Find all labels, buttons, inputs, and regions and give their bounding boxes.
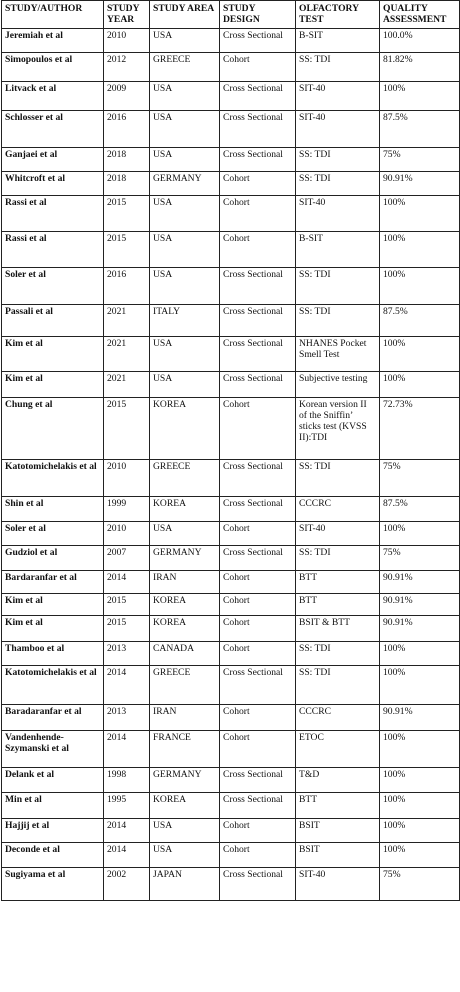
cell-author: Gudziol et al <box>2 546 104 571</box>
table-row <box>2 819 460 843</box>
cell-year: 2010 <box>104 522 150 546</box>
cell-design: Cohort <box>220 522 296 546</box>
cell-quality: 100% <box>380 337 460 372</box>
cell-olfactory-test: SIT-40 <box>296 82 380 111</box>
cell-author: Kim et al <box>2 337 104 372</box>
cell-quality: 100% <box>380 196 460 232</box>
cell-area: KOREA <box>150 616 220 642</box>
cell-design: Cross Sectional <box>220 546 296 571</box>
cell-quality: 90.91% <box>380 616 460 642</box>
cell-olfactory-test: BSIT <box>296 819 380 843</box>
table-row <box>2 232 460 268</box>
cell-quality: 100% <box>380 268 460 305</box>
cell-design: Cohort <box>220 642 296 666</box>
cell-area: USA <box>150 29 220 53</box>
table-row <box>2 522 460 546</box>
cell-area: IRAN <box>150 705 220 731</box>
table-row <box>2 268 460 305</box>
cell-author: Bardaranfar et al <box>2 571 104 594</box>
header-quality-assessment: QUALITY ASSESSMENT <box>380 1 460 29</box>
cell-olfactory-test: SS: TDI <box>296 460 380 497</box>
cell-olfactory-test: SIT-40 <box>296 868 380 901</box>
cell-year: 2018 <box>104 148 150 172</box>
table-row <box>2 111 460 148</box>
cell-quality: 100% <box>380 793 460 819</box>
header-row <box>2 1 460 29</box>
cell-quality: 90.91% <box>380 705 460 731</box>
cell-quality: 81.82% <box>380 53 460 82</box>
cell-author: Deconde et al <box>2 843 104 868</box>
cell-olfactory-test: SS: TDI <box>296 53 380 82</box>
cell-author: Jeremiah et al <box>2 29 104 53</box>
cell-area: USA <box>150 111 220 148</box>
cell-area: JAPAN <box>150 868 220 901</box>
cell-year: 2007 <box>104 546 150 571</box>
cell-year: 2016 <box>104 268 150 305</box>
cell-quality: 75% <box>380 546 460 571</box>
cell-author: Whitcroft et al <box>2 172 104 196</box>
table-row <box>2 868 460 901</box>
cell-quality: 87.5% <box>380 305 460 337</box>
cell-author: Vandenhende-Szymanski et al <box>2 731 104 768</box>
cell-year: 2015 <box>104 196 150 232</box>
cell-design: Cross Sectional <box>220 372 296 398</box>
cell-author: Kim et al <box>2 594 104 616</box>
cell-quality: 87.5% <box>380 111 460 148</box>
cell-author: Rassi et al <box>2 196 104 232</box>
cell-year: 2015 <box>104 616 150 642</box>
cell-design: Cross Sectional <box>220 29 296 53</box>
table-row <box>2 148 460 172</box>
cell-quality: 100% <box>380 731 460 768</box>
cell-design: Cross Sectional <box>220 148 296 172</box>
cell-author: Passali et al <box>2 305 104 337</box>
table-row <box>2 29 460 53</box>
cell-author: Simopoulos et al <box>2 53 104 82</box>
cell-olfactory-test: SS: TDI <box>296 305 380 337</box>
cell-year: 1998 <box>104 768 150 793</box>
cell-design: Cross Sectional <box>220 460 296 497</box>
cell-area: USA <box>150 337 220 372</box>
cell-quality: 100% <box>380 522 460 546</box>
cell-olfactory-test: SS: TDI <box>296 148 380 172</box>
cell-area: USA <box>150 268 220 305</box>
cell-year: 2021 <box>104 337 150 372</box>
table-row <box>2 398 460 460</box>
cell-olfactory-test: SS: TDI <box>296 642 380 666</box>
cell-area: GERMANY <box>150 768 220 793</box>
cell-design: Cohort <box>220 819 296 843</box>
cell-quality: 100% <box>380 666 460 705</box>
cell-quality: 100% <box>380 843 460 868</box>
cell-area: GREECE <box>150 666 220 705</box>
table-row <box>2 196 460 232</box>
cell-quality: 90.91% <box>380 571 460 594</box>
cell-olfactory-test: B-SIT <box>296 29 380 53</box>
cell-author: Schlosser et al <box>2 111 104 148</box>
cell-quality: 90.91% <box>380 594 460 616</box>
cell-author: Soler et al <box>2 522 104 546</box>
table-row <box>2 460 460 497</box>
cell-author: Baradaranfar et al <box>2 705 104 731</box>
cell-area: USA <box>150 843 220 868</box>
table-row <box>2 793 460 819</box>
cell-author: Min et al <box>2 793 104 819</box>
table-row <box>2 843 460 868</box>
cell-area: GREECE <box>150 460 220 497</box>
cell-design: Cohort <box>220 594 296 616</box>
table-row <box>2 768 460 793</box>
cell-olfactory-test: SS: TDI <box>296 172 380 196</box>
header-study-author: STUDY/AUTHOR <box>2 1 104 29</box>
cell-quality: 100% <box>380 82 460 111</box>
cell-design: Cohort <box>220 616 296 642</box>
cell-year: 1995 <box>104 793 150 819</box>
study-table <box>1 0 460 901</box>
cell-author: Litvack et al <box>2 82 104 111</box>
cell-quality: 100% <box>380 232 460 268</box>
table-row <box>2 305 460 337</box>
cell-quality: 90.91% <box>380 172 460 196</box>
cell-year: 1999 <box>104 497 150 522</box>
cell-year: 2021 <box>104 372 150 398</box>
cell-olfactory-test: SS: TDI <box>296 666 380 705</box>
cell-olfactory-test: SS: TDI <box>296 546 380 571</box>
cell-author: Kim et al <box>2 616 104 642</box>
cell-area: USA <box>150 819 220 843</box>
table-row <box>2 337 460 372</box>
cell-year: 2014 <box>104 731 150 768</box>
cell-olfactory-test: B-SIT <box>296 232 380 268</box>
cell-olfactory-test: NHANES Pocket Smell Test <box>296 337 380 372</box>
cell-quality: 100% <box>380 768 460 793</box>
table-row <box>2 546 460 571</box>
cell-design: Cross Sectional <box>220 793 296 819</box>
cell-quality: 75% <box>380 148 460 172</box>
cell-design: Cohort <box>220 705 296 731</box>
cell-author: Sugiyama et al <box>2 868 104 901</box>
cell-area: USA <box>150 82 220 111</box>
cell-year: 2002 <box>104 868 150 901</box>
cell-design: Cross Sectional <box>220 768 296 793</box>
cell-design: Cross Sectional <box>220 337 296 372</box>
cell-author: Delank et al <box>2 768 104 793</box>
cell-year: 2015 <box>104 398 150 460</box>
cell-design: Cohort <box>220 571 296 594</box>
cell-quality: 75% <box>380 868 460 901</box>
cell-year: 2010 <box>104 460 150 497</box>
cell-area: USA <box>150 522 220 546</box>
cell-area: USA <box>150 196 220 232</box>
cell-quality: 100% <box>380 642 460 666</box>
cell-year: 2012 <box>104 53 150 82</box>
cell-design: Cohort <box>220 53 296 82</box>
cell-design: Cohort <box>220 398 296 460</box>
cell-olfactory-test: SIT-40 <box>296 522 380 546</box>
cell-area: GREECE <box>150 53 220 82</box>
cell-author: Hajjij et al <box>2 819 104 843</box>
cell-design: Cross Sectional <box>220 497 296 522</box>
cell-year: 2014 <box>104 571 150 594</box>
cell-quality: 72.73% <box>380 398 460 460</box>
cell-year: 2009 <box>104 82 150 111</box>
table-row <box>2 571 460 594</box>
table-row <box>2 53 460 82</box>
cell-area: USA <box>150 232 220 268</box>
cell-design: Cross Sectional <box>220 305 296 337</box>
cell-quality: 100.0% <box>380 29 460 53</box>
table-row <box>2 172 460 196</box>
cell-author: Ganjaei et al <box>2 148 104 172</box>
header-study-area: STUDY AREA <box>150 1 220 29</box>
table-body <box>2 29 460 901</box>
cell-olfactory-test: SIT-40 <box>296 111 380 148</box>
cell-olfactory-test: BTT <box>296 793 380 819</box>
table-row <box>2 705 460 731</box>
header-study-year: STUDY YEAR <box>104 1 150 29</box>
cell-olfactory-test: T&D <box>296 768 380 793</box>
cell-design: Cross Sectional <box>220 666 296 705</box>
cell-olfactory-test: ETOC <box>296 731 380 768</box>
table-row <box>2 82 460 111</box>
cell-area: KOREA <box>150 398 220 460</box>
cell-year: 2016 <box>104 111 150 148</box>
cell-area: CANADA <box>150 642 220 666</box>
cell-olfactory-test: CCCRC <box>296 497 380 522</box>
cell-olfactory-test: Subjective testing <box>296 372 380 398</box>
table-row <box>2 642 460 666</box>
cell-author: Katotomichelakis et al <box>2 460 104 497</box>
table-row <box>2 616 460 642</box>
cell-olfactory-test: BTT <box>296 594 380 616</box>
cell-author: Soler et al <box>2 268 104 305</box>
cell-design: Cohort <box>220 196 296 232</box>
table-row <box>2 731 460 768</box>
cell-author: Thamboo et al <box>2 642 104 666</box>
cell-design: Cohort <box>220 172 296 196</box>
cell-year: 2014 <box>104 666 150 705</box>
cell-year: 2013 <box>104 705 150 731</box>
cell-year: 2018 <box>104 172 150 196</box>
cell-olfactory-test: BTT <box>296 571 380 594</box>
table-row <box>2 372 460 398</box>
cell-author: Shin et al <box>2 497 104 522</box>
cell-quality: 100% <box>380 372 460 398</box>
cell-year: 2014 <box>104 843 150 868</box>
cell-author: Chung et al <box>2 398 104 460</box>
cell-area: IRAN <box>150 571 220 594</box>
cell-area: ITALY <box>150 305 220 337</box>
cell-area: USA <box>150 148 220 172</box>
cell-olfactory-test: CCCRC <box>296 705 380 731</box>
cell-author: Katotomichelakis et al <box>2 666 104 705</box>
table-row <box>2 594 460 616</box>
cell-author: Kim et al <box>2 372 104 398</box>
cell-area: GERMANY <box>150 546 220 571</box>
cell-design: Cross Sectional <box>220 82 296 111</box>
cell-area: FRANCE <box>150 731 220 768</box>
cell-design: Cohort <box>220 731 296 768</box>
cell-design: Cohort <box>220 232 296 268</box>
cell-year: 2014 <box>104 819 150 843</box>
cell-area: USA <box>150 372 220 398</box>
cell-area: KOREA <box>150 497 220 522</box>
cell-year: 2015 <box>104 232 150 268</box>
cell-design: Cohort <box>220 843 296 868</box>
cell-design: Cross Sectional <box>220 868 296 901</box>
cell-olfactory-test: BSIT <box>296 843 380 868</box>
cell-year: 2015 <box>104 594 150 616</box>
cell-year: 2021 <box>104 305 150 337</box>
cell-olfactory-test: Korean version II of the Sniffin’ sticks test (KVSS II):TDI <box>296 398 380 460</box>
cell-area: KOREA <box>150 594 220 616</box>
cell-design: Cross Sectional <box>220 111 296 148</box>
cell-quality: 75% <box>380 460 460 497</box>
cell-design: Cross Sectional <box>220 268 296 305</box>
table-row <box>2 666 460 705</box>
cell-olfactory-test: SIT-40 <box>296 196 380 232</box>
header-olfactory-test: OLFACTORY TEST <box>296 1 380 29</box>
cell-olfactory-test: BSIT & BTT <box>296 616 380 642</box>
cell-olfactory-test: SS: TDI <box>296 268 380 305</box>
cell-quality: 87.5% <box>380 497 460 522</box>
header-study-design: STUDY DESIGN <box>220 1 296 29</box>
cell-year: 2013 <box>104 642 150 666</box>
cell-area: KOREA <box>150 793 220 819</box>
cell-quality: 100% <box>380 819 460 843</box>
cell-area: GERMANY <box>150 172 220 196</box>
cell-year: 2010 <box>104 29 150 53</box>
table-row <box>2 497 460 522</box>
cell-author: Rassi et al <box>2 232 104 268</box>
